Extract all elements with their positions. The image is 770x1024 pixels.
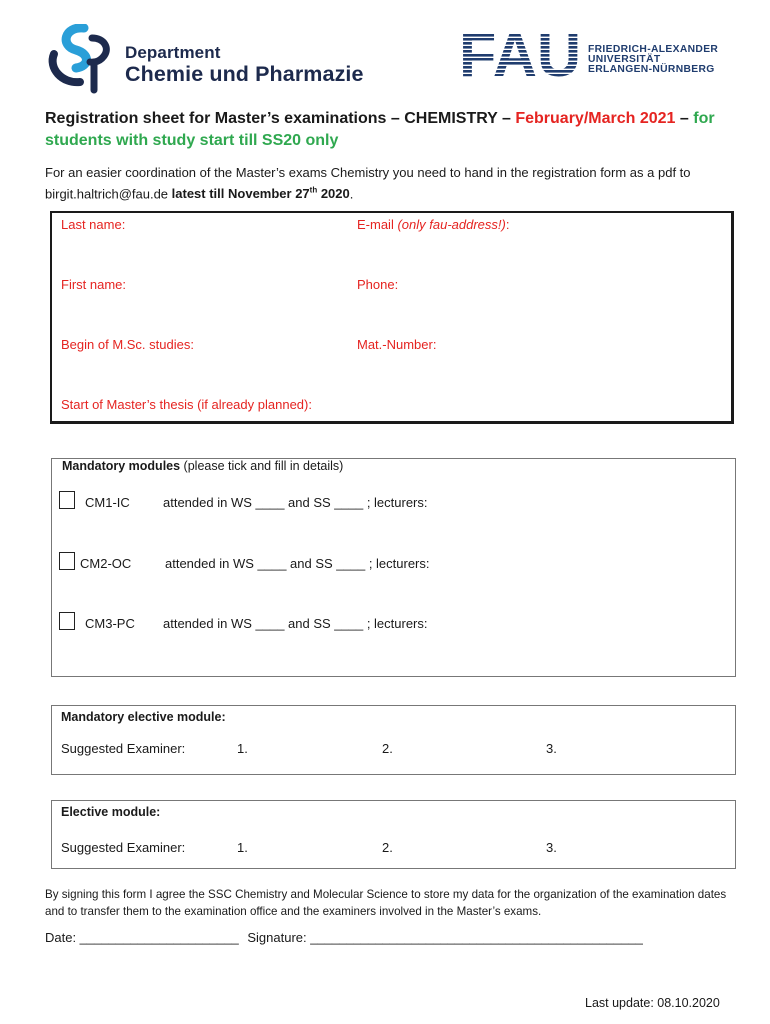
mandatory-elective-examiner-label: Suggested Examiner: <box>61 741 186 756</box>
phone-label[interactable]: Phone: <box>357 277 399 292</box>
mandatory-modules-heading: Mandatory modules <box>62 459 181 473</box>
department-logo <box>46 24 376 94</box>
consent-text: By signing this form I agree the SSC Chemistry and Molecular Science to store my data for the organization of the examination dates and to transfer them to the examination office and the examiners involved in the Master’s exams. <box>45 888 727 918</box>
email-label-text: E-mail <box>357 217 398 232</box>
title-dash: – <box>675 110 694 127</box>
email-hint: (only fau-address!) <box>397 217 506 232</box>
title-restriction: for students with study start till SS20 only <box>45 110 715 149</box>
deadline-text: latest till November 27 <box>171 186 310 202</box>
mandatory-elective-box <box>51 705 736 775</box>
cm2-checkbox[interactable] <box>59 552 75 570</box>
elective-examiner-1[interactable]: 1. <box>237 840 248 855</box>
svg-text:FAU: FAU <box>459 26 581 81</box>
cm2-code: CM2-OC <box>80 556 132 571</box>
mandatory-modules-title <box>62 459 343 473</box>
fau-wordmark-icon <box>459 26 584 81</box>
begin-msc-label[interactable]: Begin of M.Sc. studies: <box>61 337 194 352</box>
deadline-ordinal: th <box>309 186 318 195</box>
last-update: Last update: 08.10.2020 <box>585 996 720 1010</box>
thesis-start-label[interactable]: Start of Master’s thesis (if already planned): <box>61 397 312 412</box>
elective-examiner-label: Suggested Examiner: <box>61 840 186 855</box>
fau-name-line1: FRIEDRICH-ALEXANDER <box>588 44 719 55</box>
cm3-code: CM3-PC <box>85 616 135 631</box>
mandatory-modules-hint: (please tick and fill in details) <box>180 459 344 473</box>
cm2-attended[interactable]: attended in WS ____ and SS ____ ; lecturers: <box>165 556 430 571</box>
intro-end: . <box>349 186 354 202</box>
page-title <box>45 108 735 152</box>
cm1-attended[interactable]: attended in WS ____ and SS ____ ; lecturers: <box>163 495 428 510</box>
cm1-code: CM1-IC <box>85 495 130 510</box>
fau-name-line3: ERLANGEN-NÜRNBERG <box>588 64 715 75</box>
department-label: Department <box>125 43 221 62</box>
last-name-label[interactable]: Last name: <box>61 217 126 232</box>
email-label[interactable] <box>357 217 509 232</box>
date-field[interactable]: Date: ______________________ <box>45 930 239 945</box>
deadline-year: 2020 <box>317 186 350 202</box>
personal-data-box <box>50 211 734 424</box>
signature-line <box>45 930 643 945</box>
elective-title: Elective module: <box>61 805 161 819</box>
cm1-checkbox[interactable] <box>59 491 75 509</box>
mandatory-elective-examiner-3[interactable]: 3. <box>546 741 557 756</box>
title-term: February/March 2021 <box>515 110 676 127</box>
mandatory-modules-box <box>51 458 736 677</box>
intro-text: For an easier coordination of the Master’s exams Chemistry you need to hand in the registration form as a pdf to birgit.haltrich@fau.de <box>45 165 691 202</box>
mandatory-elective-title: Mandatory elective module: <box>61 710 226 724</box>
first-name-label[interactable]: First name: <box>61 277 127 292</box>
mat-number-label[interactable]: Mat.-Number: <box>357 337 437 352</box>
mandatory-elective-examiner-2[interactable]: 2. <box>382 741 393 756</box>
cm3-checkbox[interactable] <box>59 612 75 630</box>
elective-box <box>51 800 736 869</box>
signature-field[interactable]: Signature: ______________________________________________ <box>247 930 643 945</box>
department-name: Chemie und Pharmazie <box>125 62 364 86</box>
elective-examiner-3[interactable]: 3. <box>546 840 557 855</box>
department-logo-mark-icon <box>46 24 126 94</box>
cm3-attended[interactable]: attended in WS ____ and SS ____ ; lecturers: <box>163 616 428 631</box>
fau-logo <box>459 26 729 81</box>
mandatory-elective-examiner-1[interactable]: 1. <box>237 741 248 756</box>
email-colon: : <box>505 217 510 232</box>
title-main: Registration sheet for Master’s examinations – CHEMISTRY – <box>45 110 516 127</box>
intro-paragraph <box>45 164 735 203</box>
fau-name-line2: UNIVERSITÄT <box>588 54 661 65</box>
elective-examiner-2[interactable]: 2. <box>382 840 393 855</box>
